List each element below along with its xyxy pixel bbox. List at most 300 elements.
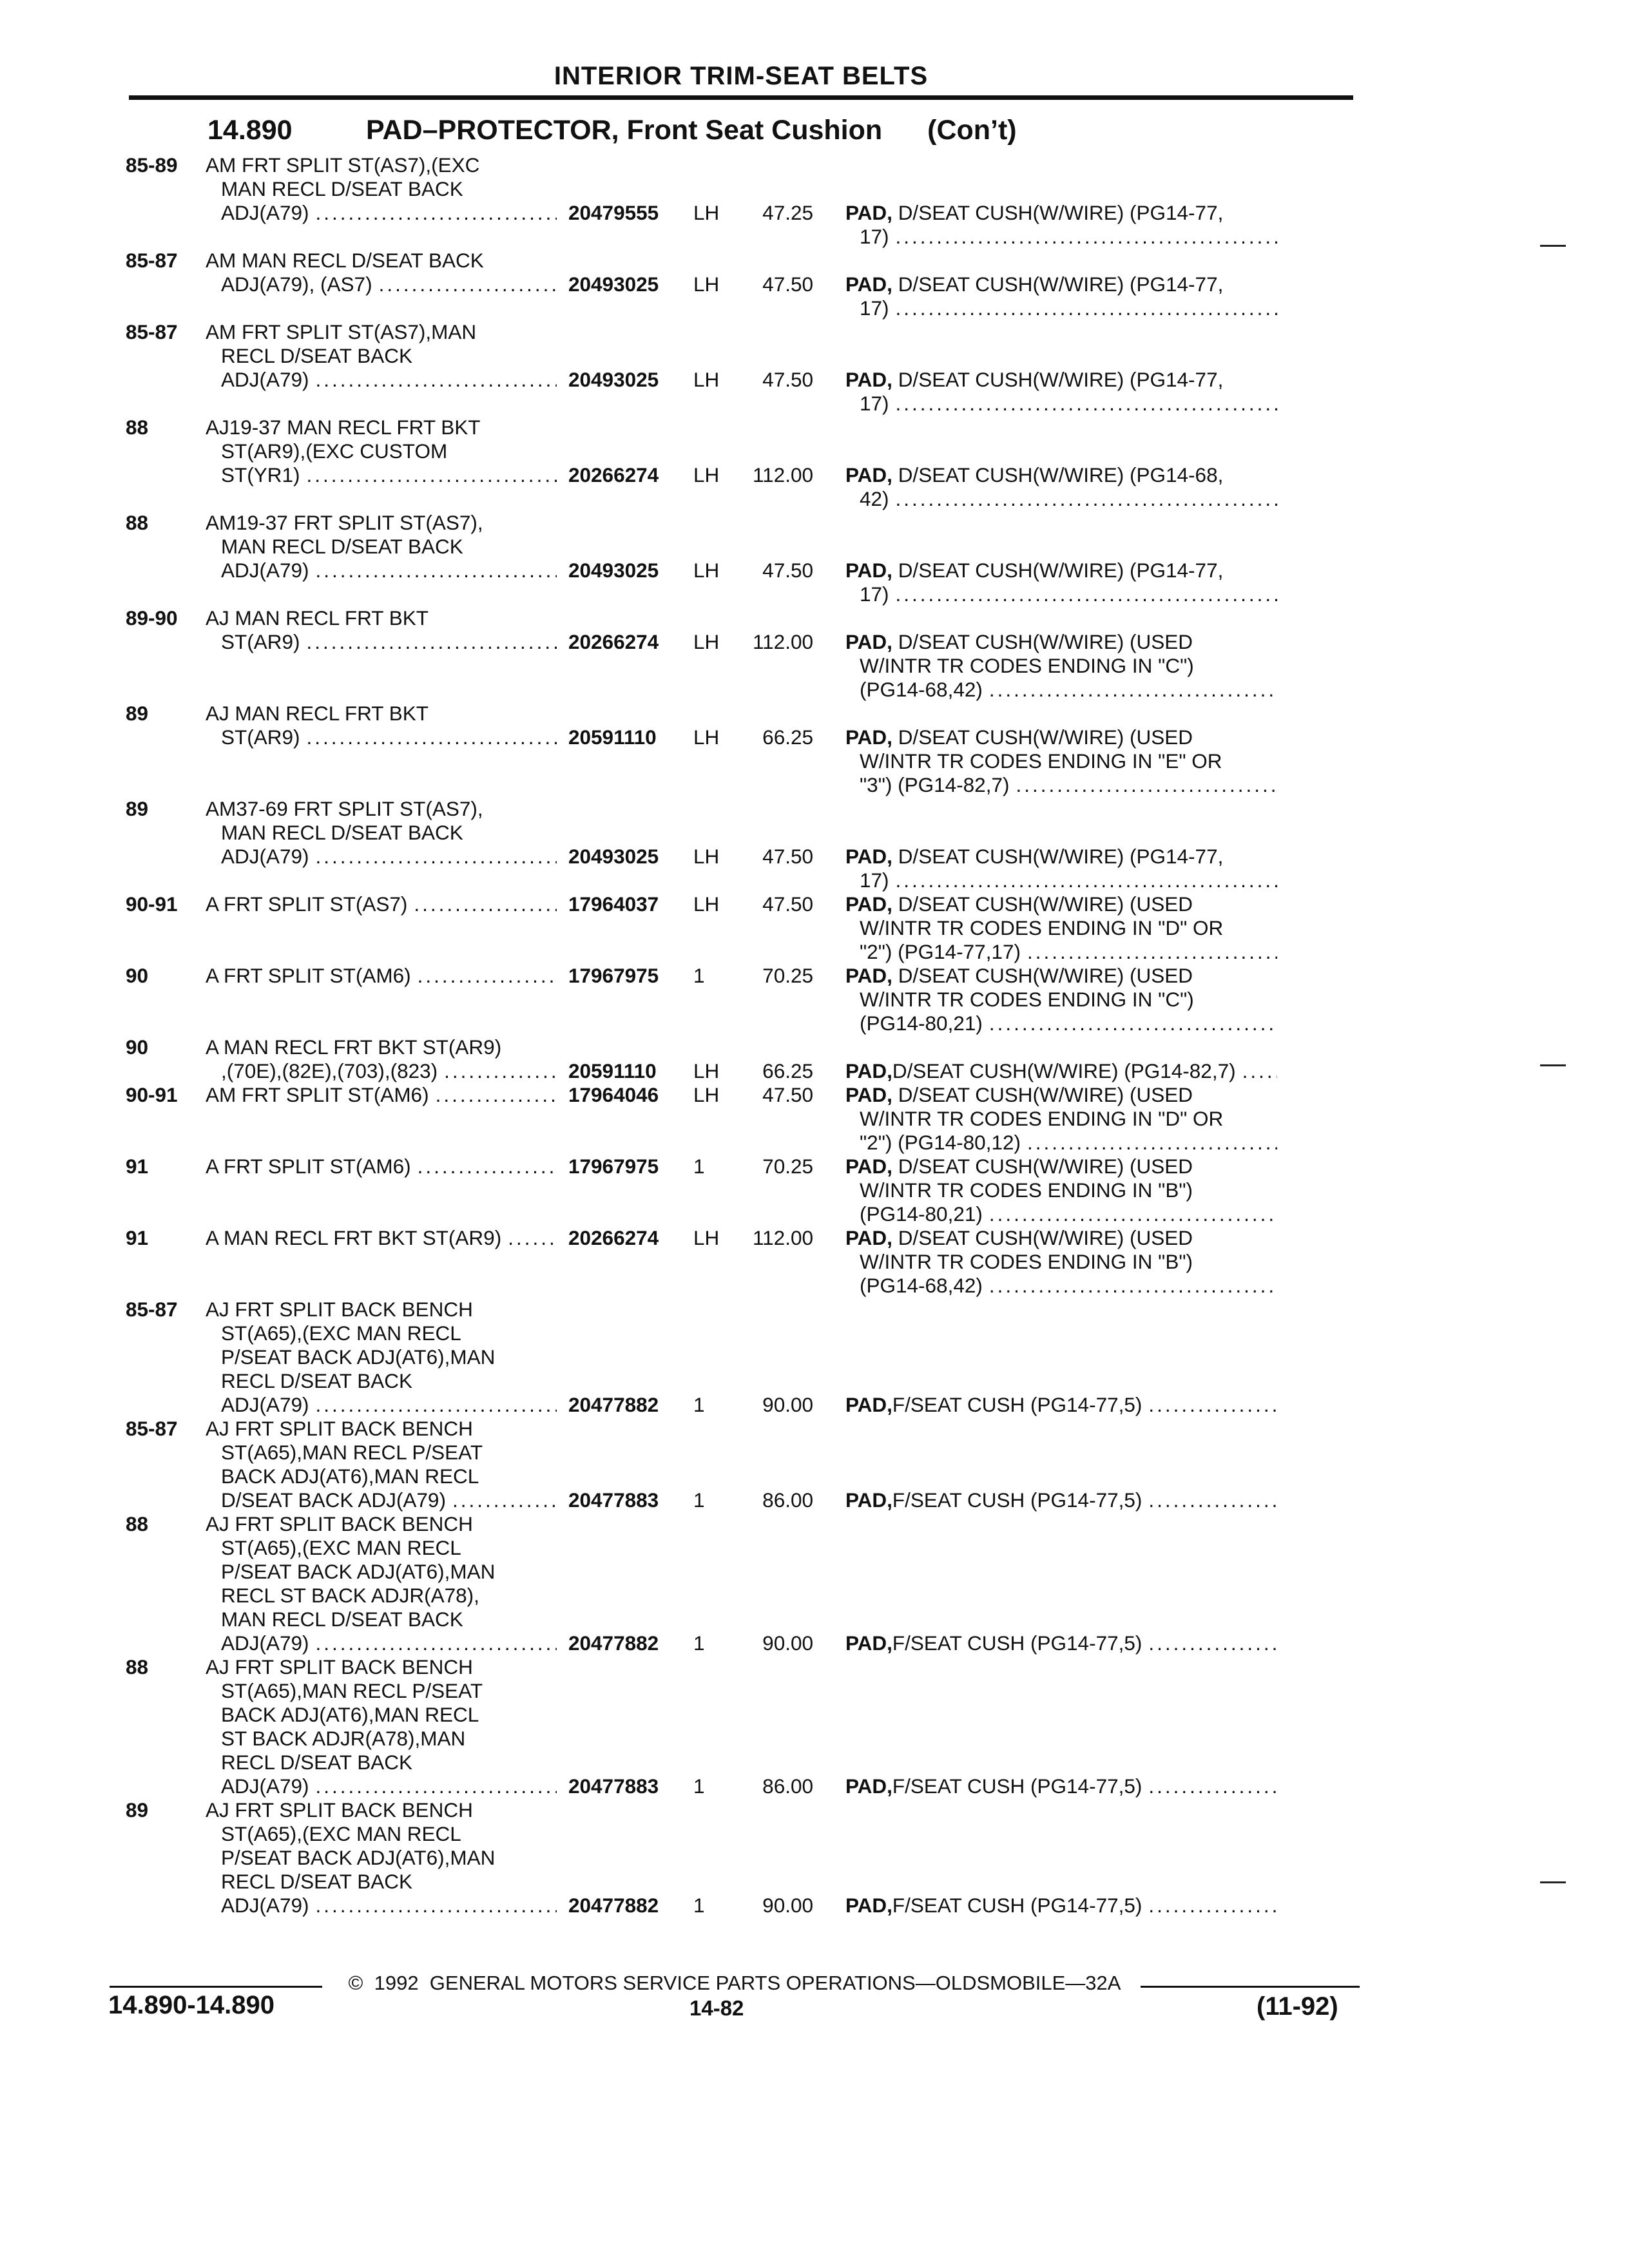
application-description (206, 1512, 557, 1655)
application-description (206, 964, 557, 988)
part-name (813, 1631, 1277, 1655)
spacer (557, 416, 1277, 439)
quantity: 1 (693, 1488, 705, 1512)
part-name-prefix: PAD, (845, 964, 892, 987)
part-name-line: D/SEAT CUSH(W/WIRE) (PG14-77, (898, 201, 1224, 224)
application-description (206, 1655, 557, 1798)
table-row (126, 1798, 1350, 1917)
part-details (557, 1226, 1277, 1298)
price: 112.00 (752, 463, 813, 486)
part-number: 20477882 (568, 1631, 659, 1655)
part-name-line: F/SEAT CUSH (PG14-77,5) (892, 1774, 1142, 1798)
model-years: 89 (126, 1798, 149, 1821)
part-name-line-leader (845, 1012, 1277, 1035)
footer-rule (1141, 1986, 1360, 1988)
model-years: 90 (126, 1035, 149, 1059)
part-number: 20493025 (568, 559, 659, 582)
part-number: 20493025 (568, 845, 659, 868)
part-name-line: (PG14-80,21) (860, 1202, 983, 1225)
price: 47.50 (762, 273, 813, 296)
part-name-line-leader (845, 1393, 1277, 1417)
part-name-line-leader (845, 1894, 1277, 1917)
price: 47.50 (762, 559, 813, 582)
part-line (557, 630, 1277, 702)
model-years: 85-87 (126, 249, 178, 272)
description-line: AM37-69 FRT SPLIT ST(AS7), (206, 797, 483, 820)
part-name (813, 1774, 1277, 1798)
part-details (557, 892, 1277, 964)
spacer (557, 1417, 1277, 1441)
part-line (557, 1226, 1277, 1298)
description-line: ADJ(A79) (221, 368, 309, 391)
part-name-prefix: PAD, (845, 368, 892, 391)
dot-leader (1027, 1131, 1277, 1155)
quantity: LH (693, 1083, 720, 1106)
part-name-line-leader (845, 487, 1277, 511)
footer-page-number: 14-82 (689, 1996, 744, 2020)
part-details (557, 416, 1277, 511)
spacer (557, 1822, 1277, 1846)
part-name-line: D/SEAT CUSH(W/WIRE) (PG14-68, (898, 463, 1224, 486)
dot-leader (1016, 773, 1277, 797)
part-name-line: W/INTR TR CODES ENDING IN "B") (860, 1250, 1193, 1273)
part-name-line-leader (845, 678, 1277, 702)
description-line: AJ FRT SPLIT BACK BENCH (206, 1512, 473, 1535)
table-row (126, 964, 1350, 1035)
part-name-line: (PG14-68,42) (860, 678, 983, 701)
spacer (557, 702, 1277, 726)
part-line (557, 368, 1277, 416)
price: 66.25 (762, 1059, 813, 1082)
model-years: 90 (126, 964, 149, 987)
application-description (206, 1035, 557, 1083)
application-description (206, 320, 557, 392)
description-line-leader (206, 368, 557, 392)
spacer (557, 1536, 1277, 1560)
section-heading (207, 115, 1017, 146)
application-description (206, 511, 557, 582)
part-name-prefix: PAD, (845, 1488, 892, 1512)
part-number: 20477882 (568, 1894, 659, 1917)
dot-leader (436, 1083, 557, 1107)
spacer (557, 797, 1277, 821)
part-name (813, 630, 1277, 702)
application-description (206, 416, 557, 487)
table-row (126, 1226, 1350, 1298)
dot-leader (414, 892, 557, 916)
price: 90.00 (762, 1894, 813, 1917)
part-name (813, 726, 1277, 797)
quantity: LH (693, 1226, 720, 1249)
table-row (126, 153, 1350, 249)
quantity: LH (693, 726, 720, 749)
dot-leader (307, 726, 557, 749)
description-line: P/SEAT BACK ADJ(AT6),MAN (221, 1560, 496, 1583)
spacer (557, 1608, 1277, 1631)
part-name-line-leader (845, 296, 1277, 320)
part-number: 20493025 (568, 273, 659, 296)
part-number: 20493025 (568, 368, 659, 391)
description-line: ST(A65),(EXC MAN RECL (221, 1822, 461, 1845)
description-line-leader (206, 1226, 557, 1250)
model-years: 90-91 (126, 1083, 178, 1106)
part-line (557, 1059, 1277, 1083)
part-name-line: 17) (860, 582, 889, 606)
part-number: 20266274 (568, 630, 659, 653)
section-suffix: (Con’t) (927, 115, 1017, 146)
dot-leader (1027, 940, 1277, 964)
description-line: ADJ(A79) (221, 559, 309, 582)
part-name-line: D/SEAT CUSH(W/WIRE) (USED (898, 1155, 1193, 1178)
part-details (557, 1083, 1277, 1155)
spacer (557, 1727, 1277, 1751)
dot-leader (508, 1226, 557, 1250)
part-name-line: D/SEAT CUSH(W/WIRE) (USED (898, 1226, 1193, 1249)
description-line: AJ19-37 MAN RECL FRT BKT (206, 416, 481, 439)
part-name-line-wrap (845, 892, 1277, 916)
page-title: INTERIOR TRIM-SEAT BELTS (554, 62, 929, 90)
model-years: 88 (126, 1512, 149, 1535)
part-name-line: D/SEAT CUSH(W/WIRE) (PG14-77, (898, 273, 1224, 296)
dot-leader (896, 582, 1277, 606)
part-details (557, 964, 1277, 1035)
part-line (557, 201, 1277, 249)
footer-date: (11-92) (1257, 1992, 1338, 2021)
part-name (813, 201, 1277, 249)
part-name-line: D/SEAT CUSH(W/WIRE) (USED (898, 1083, 1193, 1106)
price: 66.25 (762, 726, 813, 749)
description-line-leader (206, 845, 557, 869)
description-line-leader (206, 273, 557, 296)
spacer (557, 153, 1277, 177)
part-name-line-wrap (845, 368, 1277, 392)
model-years: 85-87 (126, 320, 178, 343)
description-line: RECL D/SEAT BACK (221, 1870, 413, 1893)
description-line: MAN RECL D/SEAT BACK (221, 1608, 463, 1631)
model-years: 88 (126, 1655, 149, 1678)
part-name-prefix: PAD, (845, 845, 892, 868)
spacer (557, 1321, 1277, 1345)
part-name-line-wrap (845, 559, 1277, 582)
dot-leader (316, 1894, 557, 1917)
application-description (206, 1798, 557, 1917)
part-details (557, 511, 1277, 606)
part-details (557, 1798, 1277, 1917)
table-row (126, 797, 1350, 892)
description-line: MAN RECL D/SEAT BACK (221, 535, 463, 558)
description-line: AJ FRT SPLIT BACK BENCH (206, 1655, 473, 1678)
spacer (557, 1655, 1277, 1679)
dot-leader (989, 1274, 1277, 1298)
spacer (557, 1298, 1277, 1321)
price: 90.00 (762, 1393, 813, 1416)
description-line: AM MAN RECL D/SEAT BACK (206, 249, 484, 272)
description-line: AM FRT SPLIT ST(AM6) (206, 1083, 429, 1106)
part-name-line: W/INTR TR CODES ENDING IN "C") (860, 654, 1194, 677)
part-name-line: W/INTR TR CODES ENDING IN "D" OR (860, 916, 1224, 939)
part-name-line-leader (845, 1774, 1277, 1798)
part-name-line-leader (845, 1059, 1277, 1083)
quantity: LH (693, 463, 720, 486)
part-number: 20479555 (568, 201, 659, 224)
description-line: RECL D/SEAT BACK (221, 344, 413, 367)
description-line: AM FRT SPLIT ST(AS7),MAN (206, 320, 477, 343)
spacer (557, 1035, 1277, 1059)
model-years: 89-90 (126, 606, 178, 629)
price: 47.50 (762, 1083, 813, 1106)
description-line: ADJ(A79) (221, 201, 309, 224)
part-details (557, 320, 1277, 416)
description-line-leader (206, 1774, 557, 1798)
description-line: ST(A65),(EXC MAN RECL (221, 1536, 461, 1559)
part-name-line: F/SEAT CUSH (PG14-77,5) (892, 1631, 1142, 1655)
part-name-line: (PG14-68,42) (860, 1274, 983, 1297)
part-name (813, 1155, 1277, 1226)
table-row (126, 249, 1350, 320)
part-name-line-wrap (845, 916, 1277, 940)
part-name-prefix: PAD, (845, 1155, 892, 1178)
footer-section-range: 14.890-14.890 (108, 1991, 275, 2019)
application-description (206, 1155, 557, 1178)
part-name-line-leader (845, 582, 1277, 606)
part-line (557, 1488, 1277, 1512)
part-name-line-leader (845, 1488, 1277, 1512)
description-line: BACK ADJ(AT6),MAN RECL (221, 1465, 479, 1488)
description-line-leader (206, 630, 557, 654)
part-name-prefix: PAD, (845, 201, 892, 224)
description-line: ADJ(A79), (AS7) (221, 273, 372, 296)
spacer (557, 1703, 1277, 1727)
quantity: 1 (693, 1894, 705, 1917)
dot-leader (418, 1155, 557, 1178)
part-number: 17967975 (568, 964, 659, 987)
description-line: ST(AR9) (221, 726, 300, 749)
spacer (557, 320, 1277, 344)
price: 112.00 (752, 630, 813, 653)
spacer (557, 439, 1277, 463)
spacer (557, 821, 1277, 845)
part-name-line-leader (845, 1631, 1277, 1655)
part-line (557, 463, 1277, 511)
dot-leader (896, 487, 1277, 511)
dot-leader (989, 1012, 1277, 1035)
part-name-prefix: PAD, (845, 273, 892, 296)
part-line (557, 1774, 1277, 1798)
description-line-leader (206, 892, 557, 916)
description-line: ,(70E),(82E),(703),(823) (221, 1059, 438, 1082)
part-name-line-wrap (845, 273, 1277, 296)
part-line (557, 1155, 1277, 1226)
part-number: 17964037 (568, 892, 659, 916)
model-years: 89 (126, 797, 149, 820)
part-name-line-wrap (845, 1155, 1277, 1178)
description-line: MAN RECL D/SEAT BACK (221, 821, 463, 844)
description-line: ST(AR9),(EXC CUSTOM (221, 439, 448, 463)
quantity: LH (693, 1059, 720, 1082)
part-name (813, 1226, 1277, 1298)
part-name-line-leader (845, 392, 1277, 416)
dot-leader (307, 630, 557, 654)
quantity: LH (693, 559, 720, 582)
description-line: A FRT SPLIT ST(AM6) (206, 1155, 411, 1178)
spacer (557, 1870, 1277, 1894)
description-line: AJ MAN RECL FRT BKT (206, 606, 429, 629)
description-line: ADJ(A79) (221, 1631, 309, 1655)
description-line: AJ FRT SPLIT BACK BENCH (206, 1298, 473, 1321)
description-line: ADJ(A79) (221, 845, 309, 868)
dot-leader (379, 273, 557, 296)
part-name-line: W/INTR TR CODES ENDING IN "C") (860, 988, 1194, 1011)
section-code: 14.890 (207, 115, 293, 146)
margin-mark (1540, 245, 1566, 247)
dot-leader (316, 845, 557, 869)
dot-leader (1242, 1059, 1277, 1083)
part-name-line: D/SEAT CUSH(W/WIRE) (PG14-77, (898, 845, 1224, 868)
quantity: LH (693, 630, 720, 653)
part-number: 20477883 (568, 1488, 659, 1512)
description-line: MAN RECL D/SEAT BACK (221, 177, 463, 200)
application-description (206, 892, 557, 916)
dot-leader (896, 225, 1277, 249)
dot-leader (896, 869, 1277, 892)
part-name-line: D/SEAT CUSH(W/WIRE) (USED (898, 892, 1193, 916)
part-name-line: F/SEAT CUSH (PG14-77,5) (892, 1393, 1142, 1416)
dot-leader (444, 1059, 557, 1083)
part-name-line: D/SEAT CUSH(W/WIRE) (USED (898, 630, 1193, 653)
part-name-prefix: PAD, (845, 726, 892, 749)
part-name (813, 273, 1277, 320)
part-name-prefix: PAD, (845, 1393, 892, 1416)
table-row (126, 511, 1350, 606)
description-line: AJ MAN RECL FRT BKT (206, 702, 429, 725)
description-line: ADJ(A79) (221, 1393, 309, 1416)
header-rule (129, 95, 1353, 100)
part-line (557, 892, 1277, 964)
part-name-line-leader (845, 1131, 1277, 1155)
part-name-line: W/INTR TR CODES ENDING IN "D" OR (860, 1107, 1224, 1130)
description-line: RECL D/SEAT BACK (221, 1751, 413, 1774)
part-details (557, 1417, 1277, 1512)
table-row (126, 1035, 1350, 1083)
spacer (557, 1345, 1277, 1369)
quantity: LH (693, 845, 720, 868)
dot-leader (307, 463, 557, 487)
spacer (557, 1679, 1277, 1703)
part-number: 17967975 (568, 1155, 659, 1178)
spacer (557, 1441, 1277, 1465)
spacer (557, 606, 1277, 630)
model-years: 88 (126, 511, 149, 534)
description-line: ADJ(A79) (221, 1894, 309, 1917)
description-line: ST BACK ADJR(A78),MAN (221, 1727, 466, 1750)
part-name-prefix: PAD, (845, 1226, 892, 1249)
description-line: A MAN RECL FRT BKT ST(AR9) (206, 1226, 502, 1249)
part-name-prefix: PAD, (845, 1774, 892, 1798)
description-line: ADJ(A79) (221, 1774, 309, 1798)
part-name-line-wrap (845, 463, 1277, 487)
model-years: 91 (126, 1155, 149, 1178)
part-name (813, 463, 1277, 511)
parts-list (126, 153, 1350, 1917)
dot-leader (316, 368, 557, 392)
description-line: A FRT SPLIT ST(AS7) (206, 892, 408, 916)
part-name-line: "3") (PG14-82,7) (860, 773, 1010, 796)
part-number: 20266274 (568, 1226, 659, 1249)
part-name-line: D/SEAT CUSH(W/WIRE) (PG14-77, (898, 559, 1224, 582)
part-name-line-wrap (845, 1250, 1277, 1274)
part-details (557, 1298, 1277, 1417)
description-line-leader (206, 1488, 557, 1512)
description-line: AJ FRT SPLIT BACK BENCH (206, 1798, 473, 1821)
price: 112.00 (752, 1226, 813, 1249)
application-description (206, 1226, 557, 1250)
part-name-line-leader (845, 1274, 1277, 1298)
application-description (206, 702, 557, 749)
footer-rule (110, 1986, 322, 1988)
application-description (206, 797, 557, 869)
part-number: 20477883 (568, 1774, 659, 1798)
spacer (557, 1751, 1277, 1774)
part-name-line: "2") (PG14-77,17) (860, 940, 1021, 963)
part-details (557, 1512, 1277, 1655)
model-years: 85-87 (126, 1298, 178, 1321)
part-name (813, 1488, 1277, 1512)
table-row (126, 1298, 1350, 1417)
dot-leader (1148, 1774, 1277, 1798)
part-line (557, 273, 1277, 320)
part-name-line-wrap (845, 1226, 1277, 1250)
description-line: RECL D/SEAT BACK (221, 1369, 413, 1392)
description-line-leader (206, 1631, 557, 1655)
part-name-line: F/SEAT CUSH (PG14-77,5) (892, 1894, 1142, 1917)
spacer (557, 177, 1277, 201)
part-number: 20591110 (568, 1059, 657, 1082)
part-details (557, 153, 1277, 249)
part-name-line-leader (845, 940, 1277, 964)
section-name: PAD–PROTECTOR, Front Seat Cushion (366, 115, 883, 146)
description-line: ST(AR9) (221, 630, 300, 653)
margin-mark (1540, 1881, 1566, 1883)
table-row (126, 1417, 1350, 1512)
description-line: P/SEAT BACK ADJ(AT6),MAN (221, 1345, 496, 1369)
part-name (813, 368, 1277, 416)
description-line-leader (206, 1393, 557, 1417)
description-line: RECL ST BACK ADJR(A78), (221, 1584, 479, 1607)
part-name-line: F/SEAT CUSH (PG14-77,5) (892, 1488, 1142, 1512)
part-name-line-wrap (845, 1107, 1277, 1131)
part-name-line: W/INTR TR CODES ENDING IN "E" OR (860, 749, 1222, 773)
part-line (557, 1894, 1277, 1917)
quantity: 1 (693, 1393, 705, 1416)
part-details (557, 249, 1277, 320)
description-line-leader (206, 559, 557, 582)
description-line-leader (206, 1083, 557, 1107)
part-name-line-wrap (845, 630, 1277, 654)
part-name-prefix: PAD, (845, 1631, 892, 1655)
part-line (557, 559, 1277, 606)
table-row (126, 702, 1350, 797)
dot-leader (1148, 1488, 1277, 1512)
part-number: 20591110 (568, 726, 657, 749)
dot-leader (896, 296, 1277, 320)
part-name (813, 845, 1277, 892)
dot-leader (316, 1393, 557, 1417)
dot-leader (316, 1631, 557, 1655)
description-line: ST(YR1) (221, 463, 300, 486)
dot-leader (316, 559, 557, 582)
part-name-prefix: PAD, (845, 559, 892, 582)
part-name-line-wrap (845, 988, 1277, 1012)
